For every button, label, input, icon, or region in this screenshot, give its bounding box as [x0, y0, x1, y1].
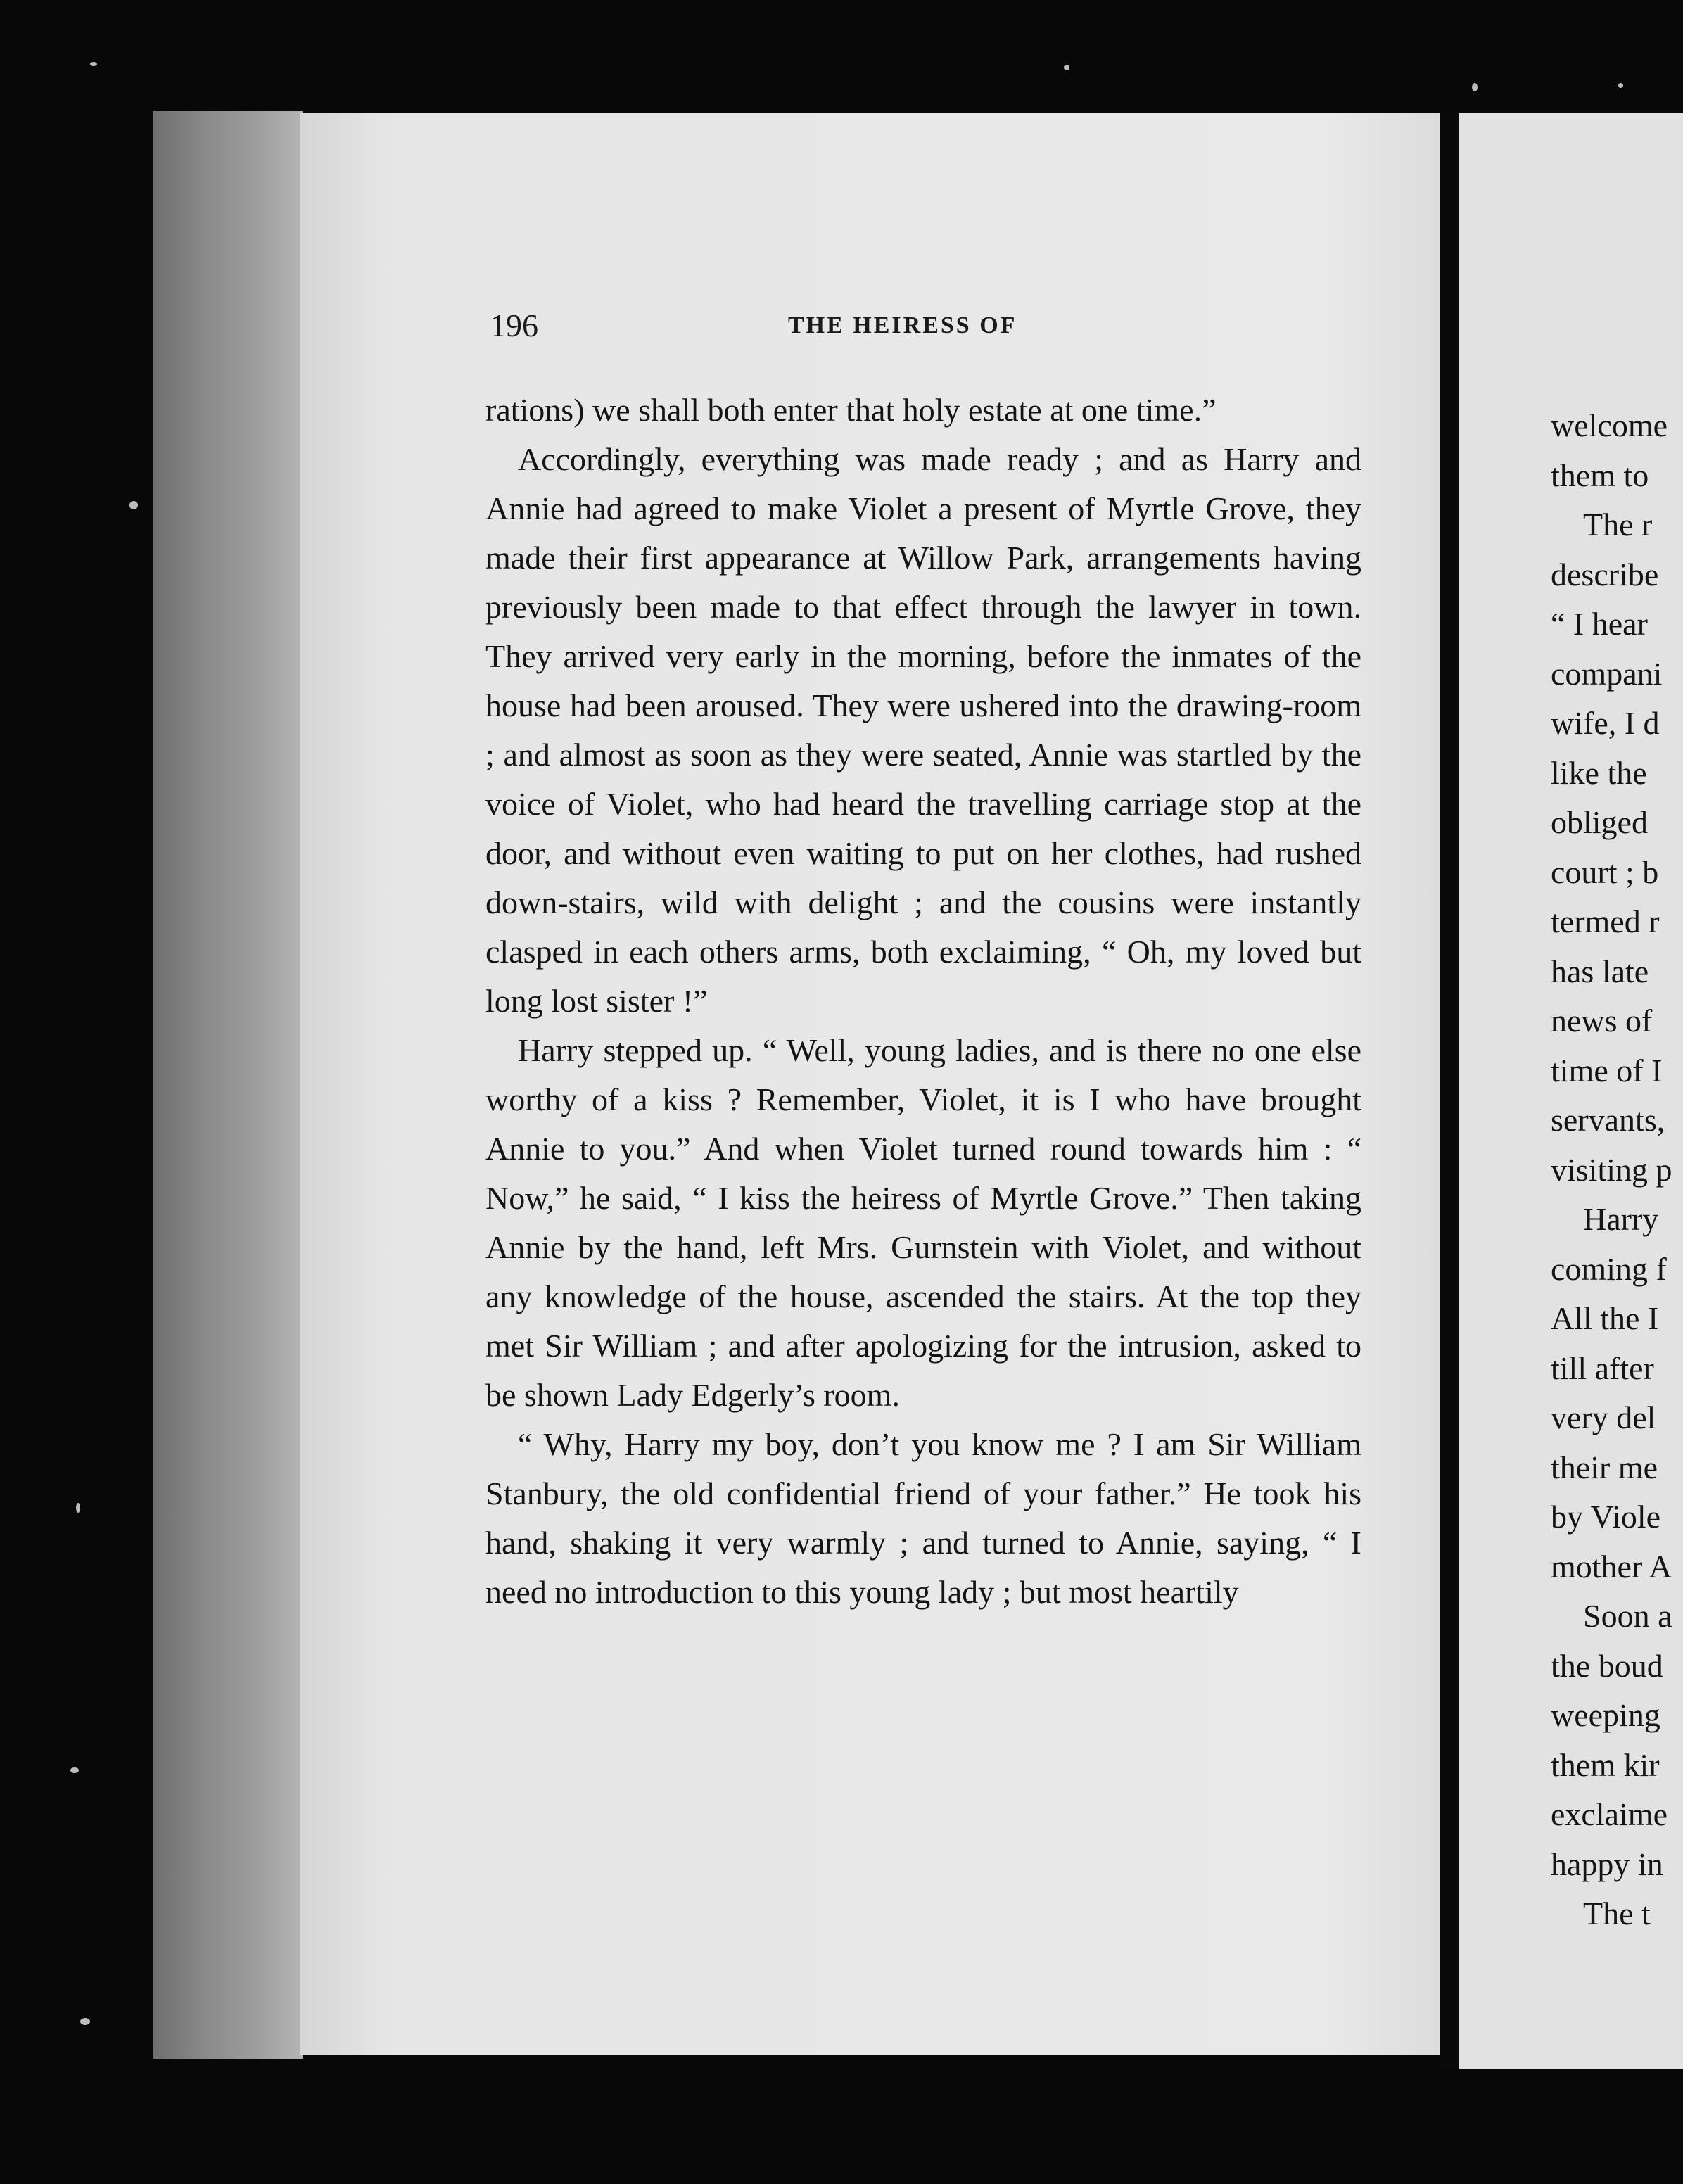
facing-page-line: has late	[1551, 953, 1649, 989]
facing-page-line: them kir	[1551, 1746, 1660, 1783]
paragraph: Harry stepped up. “ Well, young ladies, and is there no one else worthy of a kiss ? Remember, Violet, it is I who have brought Annie to you.” And when Violet turned round towards him : “ Now,” he said, “ I kiss the heiress of Myrtle Grove.” Then taking Annie by the hand, left Mrs. Gurnstein with Violet, and without any knowledge of the house, ascended the stairs. At the top they met Sir William ; and after apologizing for the intrusion, asked to be shown Lady Edgerly’s room.	[485, 1032, 1361, 1413]
facing-page-line: till after	[1551, 1350, 1654, 1386]
paragraph: Accordingly, everything was made ready ; and as Harry and Annie had agreed to make Violet a present of Myrtle Grove, they made their first appearance at Willow Park, arrangements having previously been made to that effect through the lawyer in town. They arrived very early in the morning, before the inmates of the house had been aroused. They were ushered into the drawing-room ; and almost as soon as they were seated, Annie was startled by the voice of Violet, who had heard the travelling carriage stop at the door, and without even waiting to put on her clothes, had rushed down-stairs, wild with delight ; and the cousins were instantly clasped in each others arms, both exclaiming, “ Oh, my loved but long lost sister !”	[485, 441, 1361, 1019]
facing-page-line: describe	[1551, 556, 1659, 592]
facing-page-line: news of	[1551, 1003, 1653, 1039]
facing-page-line: Harry	[1583, 1201, 1659, 1237]
facing-page-line: their me	[1551, 1449, 1658, 1485]
facing-page-line: the boud	[1551, 1647, 1663, 1684]
facing-page-line: by Viole	[1551, 1499, 1661, 1535]
scan-speck	[90, 62, 97, 66]
scan-speck	[1064, 65, 1069, 70]
scan-speck	[129, 501, 138, 509]
facing-page-line: weeping	[1551, 1697, 1660, 1733]
page-number: 196	[490, 307, 538, 343]
facing-page-line: The t	[1583, 1896, 1651, 1931]
running-head-title: THE HEIRESS OF	[788, 312, 1017, 338]
scan-speck	[1472, 83, 1478, 91]
facing-page-line: All the I	[1551, 1300, 1659, 1336]
facing-page-line: mother A	[1551, 1548, 1672, 1585]
facing-page-line: happy in	[1551, 1846, 1663, 1882]
facing-page-line: very del	[1551, 1399, 1656, 1435]
scan-speck	[76, 1503, 80, 1513]
right-page	[1459, 113, 1683, 2069]
facing-page-line: servants,	[1551, 1102, 1665, 1138]
facing-page-line: welcome	[1551, 407, 1668, 443]
facing-page-line: visiting p	[1551, 1151, 1672, 1188]
paragraph: rations) we shall both enter that holy estate at one time.”	[485, 392, 1217, 428]
facing-page-line: Soon a	[1583, 1598, 1672, 1634]
facing-page-line: them to	[1551, 457, 1649, 493]
facing-page-line: exclaime	[1551, 1796, 1668, 1832]
facing-page-line: like the	[1551, 754, 1647, 791]
paragraph: “ Why, Harry my boy, don’t you know me ? I am Sir William Stanbury, the old confidential friend of your father.” He took his hand, shaking it very warmly ; and turned to Annie, saying, “ I need no introduction to this young lady ; but most heartily	[485, 1426, 1361, 1610]
running-head	[490, 307, 1358, 349]
body-text	[485, 386, 1361, 1617]
scan-speck	[70, 1767, 79, 1773]
facing-page-line: compani	[1551, 655, 1663, 692]
facing-page-line: coming f	[1551, 1250, 1667, 1287]
facing-page-line: “ I hear	[1551, 606, 1648, 642]
scan-speck	[1618, 83, 1623, 88]
facing-page-line: wife, I d	[1551, 705, 1660, 741]
book-gutter	[1440, 113, 1459, 2069]
facing-page-line: time of I	[1551, 1052, 1663, 1088]
facing-page-line: obliged	[1551, 804, 1648, 840]
facing-page-line: termed r	[1551, 903, 1660, 939]
facing-page-line: The r	[1583, 507, 1653, 542]
facing-page-text	[1551, 401, 1683, 1939]
scan-speck	[80, 2018, 90, 2025]
facing-page-line: court ; b	[1551, 853, 1659, 890]
page-block-edge	[153, 111, 303, 2059]
